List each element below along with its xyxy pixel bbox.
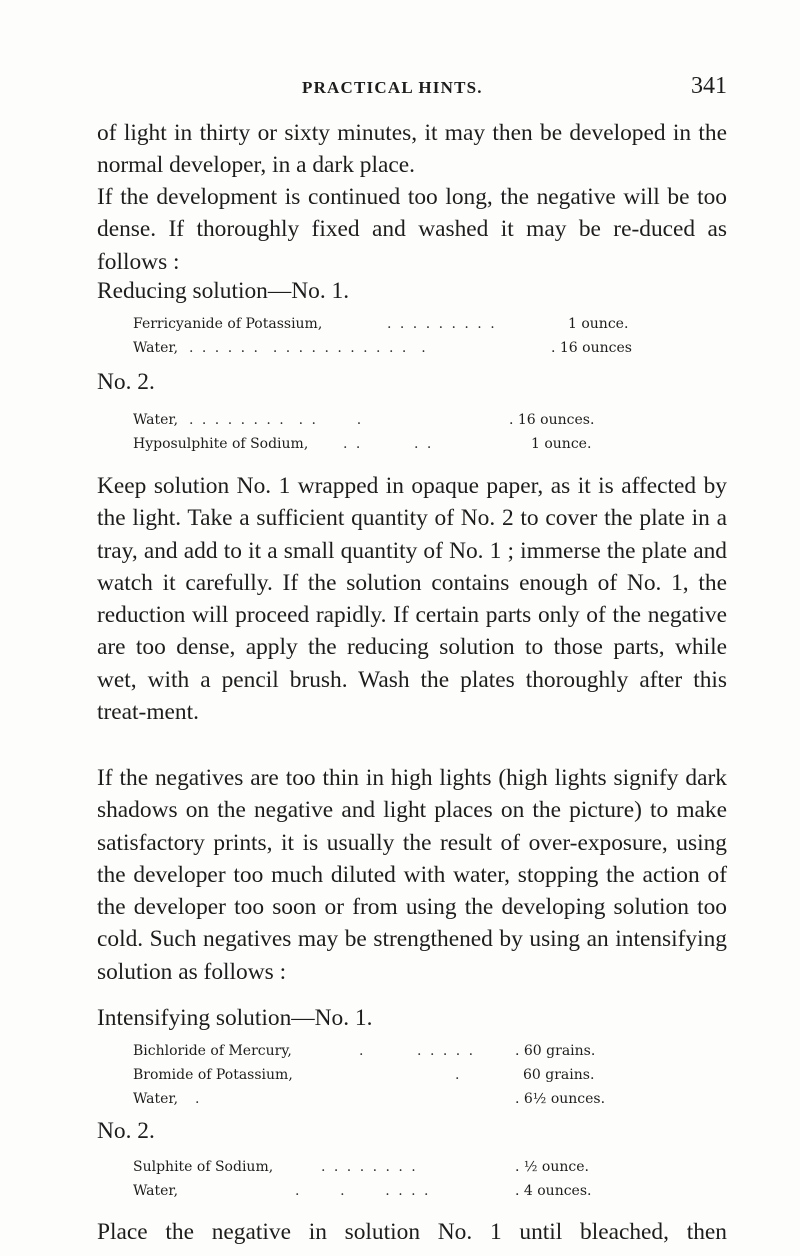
ingredient-amount: 1 ounce. bbox=[568, 316, 629, 332]
intensifying-no2-table bbox=[133, 1155, 653, 1203]
paragraph-1: of light in thirty or sixty minutes, it may then be developed in the normal developer, in a dark place. bbox=[97, 120, 727, 179]
ingredient-amount: . ½ ounce. bbox=[515, 1159, 589, 1175]
ingredient-name: Hyposulphite of Sodium, bbox=[133, 436, 309, 452]
reducing-no2-heading: No. 2. bbox=[97, 369, 155, 395]
intensifying-no2-heading: No. 2. bbox=[97, 1118, 155, 1144]
recipe-row bbox=[133, 1039, 653, 1063]
ingredient-amount: 60 grains. bbox=[523, 1067, 595, 1083]
paragraph-2: If the development is continued too long, the negative will be too dense. If thoroughly fixed and washed it may be re-duced as follows : bbox=[97, 184, 727, 275]
ingredient-name: Water, bbox=[133, 1091, 179, 1107]
paragraph-5: Place the negative in solution No. 1 until bleached, then bbox=[97, 1219, 727, 1245]
leader-dots: . . . . . . . . . bbox=[387, 316, 497, 332]
recipe-row bbox=[133, 312, 653, 336]
ingredient-name: Ferricyanide of Potassium, bbox=[133, 316, 323, 332]
recipe-row bbox=[133, 1179, 653, 1203]
ingredient-amount: . 6½ ounces. bbox=[515, 1091, 606, 1107]
page-number: 341 bbox=[691, 73, 727, 99]
ingredient-name: Sulphite of Sodium, bbox=[133, 1159, 274, 1175]
recipe-row bbox=[133, 1063, 653, 1087]
leader-dots: . . . . . . . . . . . bbox=[189, 412, 364, 428]
leader-dots: . . . . . . bbox=[359, 1043, 476, 1059]
leader-dots: . . . . . . bbox=[295, 1183, 431, 1199]
ingredient-name: Water, bbox=[133, 1183, 179, 1199]
paragraph-4: If the negatives are too thin in high lights (high lights signify dark shadows on the negative and light places on the picture) to make satisfactory prints, it is usually the result of over-exposure, using the developer too much diluted with water, stopping the action of the developer too soon or from using the developing solution too cold. Such negatives may be strengthened by using an intensifying solution as follows : bbox=[97, 765, 727, 985]
recipe-row bbox=[133, 432, 653, 456]
running-head: PRACTICAL HINTS. bbox=[302, 78, 483, 97]
recipe-row bbox=[133, 408, 653, 432]
ingredient-name: Bichloride of Mercury, bbox=[133, 1043, 292, 1059]
ingredient-name: Water, bbox=[133, 412, 179, 428]
leader-dots: . . . . . . . . . . . . . . . . . . bbox=[189, 340, 428, 356]
ingredient-amount: . 4 ounces. bbox=[515, 1183, 592, 1199]
recipe-row bbox=[133, 1087, 653, 1111]
recipe-row bbox=[133, 1155, 653, 1179]
leader-dots: . . . . . . . . bbox=[321, 1159, 418, 1175]
leader-dots: . bbox=[195, 1091, 202, 1107]
reducing-no2-table bbox=[133, 408, 653, 456]
reducing-no1-table bbox=[133, 312, 653, 360]
ingredient-amount: . 60 grains. bbox=[515, 1043, 596, 1059]
ingredient-amount: . 16 ounces. bbox=[509, 412, 595, 428]
ingredient-name: Water, bbox=[133, 340, 179, 356]
leader-dots: . bbox=[455, 1067, 462, 1083]
reducing-heading: Reducing solution—No. 1. bbox=[97, 278, 350, 304]
leader-dots: . . . . bbox=[343, 436, 434, 452]
intensifying-heading: Intensifying solution—No. 1. bbox=[97, 1005, 373, 1031]
intensifying-no1-table bbox=[133, 1039, 653, 1111]
recipe-row bbox=[133, 336, 653, 360]
ingredient-name: Bromide of Potassium, bbox=[133, 1067, 293, 1083]
paragraph-3: Keep solution No. 1 wrapped in opaque paper, as it is affected by the light. Take a sufficient quantity of No. 2 to cover the plate in a tray, and add to it a small quantity of No. 1 ; immerse the plate and watch it carefully. If the solution contains enough of No. 1, the reduction will proceed rapidly. If certain parts only of the negative are too dense, apply the reducing solution to those parts, while wet, with a pencil brush. Wash the plates thoroughly after this treat-ment. bbox=[97, 473, 727, 726]
ingredient-amount: 1 ounce. bbox=[531, 436, 592, 452]
ingredient-amount: . 16 ounces bbox=[551, 340, 632, 356]
page-header bbox=[0, 74, 800, 104]
